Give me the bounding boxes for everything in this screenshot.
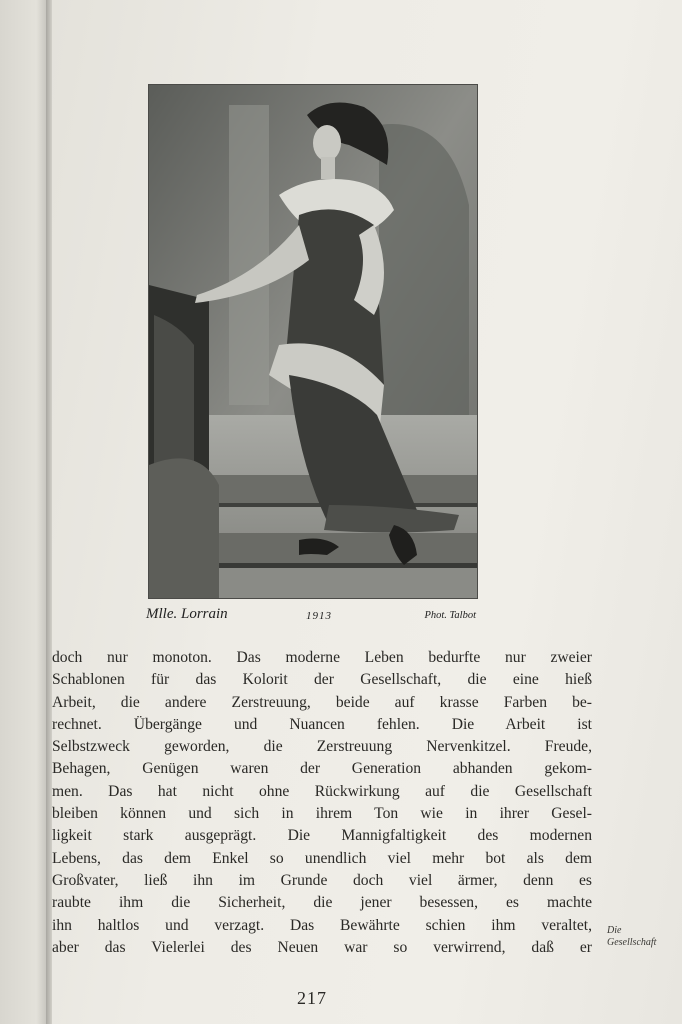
text-line: Selbstzweck geworden, die Zerstreuung Nervenkitzel. Freude, <box>52 738 592 756</box>
text-line: Arbeit, die andere Zerstreuung, beide auf krasse Farben be- <box>52 693 592 711</box>
text-line: men. Das hat nicht ohne Rückwirkung auf die Gesellschaft <box>52 782 592 800</box>
photo-caption <box>146 604 478 626</box>
text-line: raubte ihm die Sicherheit, die jener besessen, es machte <box>52 894 592 912</box>
text-line: Lebens, das dem Enkel so unendlich viel mehr bot als dem <box>52 849 592 867</box>
page-number: 217 <box>297 988 327 1008</box>
caption-year: 1913 <box>306 610 332 622</box>
caption-subject: Mlle. Lorrain <box>146 606 228 622</box>
text-line: Behagen, Genügen waren der Generation abhanden gekom- <box>52 760 592 778</box>
text-line: Schablonen für das Kolorit der Gesellschaft, die eine hieß <box>52 671 592 689</box>
margin-note-line: Die <box>607 925 622 936</box>
text-line: ihn haltlos und verzagt. Das Bewährte schien ihm veraltet, <box>52 916 592 934</box>
text-line: aber das Vielerlei des Neuen war so verwirrend, daß er <box>52 938 592 956</box>
margin-note <box>607 925 679 949</box>
photograph-image <box>149 85 477 598</box>
facing-page-edge <box>0 0 52 1024</box>
fashion-photograph <box>148 84 478 599</box>
text-line: doch nur monoton. Das moderne Leben bedurfte nur zweier <box>52 649 592 666</box>
margin-note-line: Gesellschaft <box>607 937 657 948</box>
text-line: Großvater, ließ ihn im Grunde doch viel ärmer, denn es <box>52 871 592 889</box>
text-line: bleiben können und sich in ihrem Ton wie in ihrer Gesel- <box>52 805 592 823</box>
caption-photo-credit: Phot. Talbot <box>424 610 476 621</box>
body-paragraph <box>52 647 592 959</box>
text-line: ligkeit stark ausgeprägt. Die Mannigfaltigkeit des modernen <box>52 827 592 845</box>
text-line: rechnet. Übergänge und Nuancen fehlen. Die Arbeit ist <box>52 715 592 733</box>
